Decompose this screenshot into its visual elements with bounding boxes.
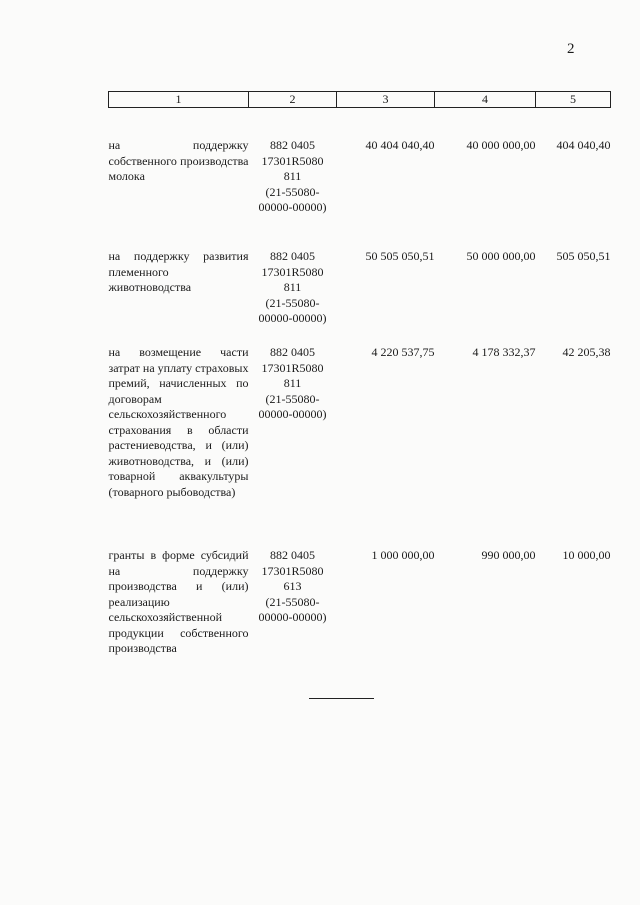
column-header-1: 1 [109, 92, 249, 108]
row-budget-code: 882 0405 17301R5080 613 (21-55080- 00000-00000) [258, 548, 327, 624]
row-description: на поддержку собственного производства молока [108, 138, 249, 183]
row-value-col4: 50 000 000,00 [466, 249, 536, 263]
page-number: 2 [567, 41, 575, 57]
row-budget-code: 882 0405 17301R5080 811 (21-55080- 00000-00000) [258, 345, 327, 421]
table-row [109, 548, 611, 688]
column-header-3: 3 [337, 92, 435, 108]
row-value-col4: 40 000 000,00 [466, 138, 536, 152]
table-row [109, 345, 611, 548]
row-value-col3: 4 220 537,75 [371, 345, 435, 359]
row-budget-code: 882 0405 17301R5080 811 (21-55080- 00000-00000) [258, 138, 327, 214]
row-value-col5: 505 050,51 [556, 249, 611, 263]
row-value-col3: 1 000 000,00 [371, 548, 435, 562]
row-description: на возмещение части затрат на уплату страховых премий, начисленных по договорам сельскохозяйственного страхования в области растениеводства, и (или) животноводства, и (или) товарной аквакультуры (товарного рыбоводства) [108, 345, 249, 499]
table-row [109, 108, 611, 250]
table-row [109, 249, 611, 345]
row-value-col4: 4 178 332,37 [472, 345, 536, 359]
row-value-col4: 990 000,00 [481, 548, 536, 562]
row-description: гранты в форме субсидий на поддержку производства и (или) реализацию сельскохозяйственной продукции собственного производства [108, 548, 249, 655]
row-value-col5: 42 205,38 [562, 345, 611, 359]
row-value-col3: 40 404 040,40 [365, 138, 435, 152]
table-header-row [109, 92, 611, 108]
column-header-4: 4 [435, 92, 536, 108]
end-divider-line [309, 698, 374, 699]
column-header-2: 2 [249, 92, 337, 108]
row-value-col5: 404 040,40 [556, 138, 611, 152]
subsidy-table [108, 91, 611, 688]
row-description: на поддержку развития племенного животноводства [108, 249, 249, 294]
row-budget-code: 882 0405 17301R5080 811 (21-55080- 00000-00000) [258, 249, 327, 325]
row-value-col5: 10 000,00 [562, 548, 611, 562]
column-header-5: 5 [536, 92, 611, 108]
row-value-col3: 50 505 050,51 [365, 249, 435, 263]
